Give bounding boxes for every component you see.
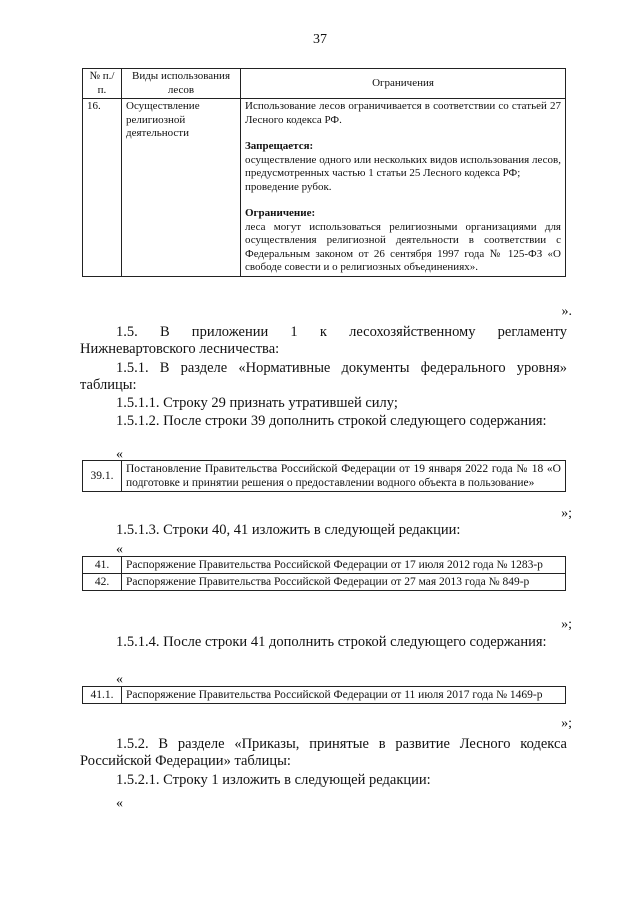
table-row [83, 99, 566, 277]
row-num: 42. [83, 574, 122, 591]
table-row-39-1 [82, 460, 566, 492]
table-row [83, 461, 566, 492]
prohibited-item: осуществление одного или нескольких видов использования лесов, предусмотренных частью 1 статьи 25 Лесного кодекса РФ; [245, 153, 561, 179]
row-text: Распоряжение Правительства Российской Федерации от 11 июля 2017 года № 1469-р [122, 687, 566, 704]
row-num: 16. [83, 99, 122, 277]
table-rows-40-41 [82, 556, 566, 591]
page-number: 37 [313, 32, 327, 47]
table-row-41-1 [82, 686, 566, 704]
paragraph-1-5-1-3: 1.5.1.3. Строки 40, 41 изложить в следующей редакции: [116, 522, 461, 538]
restriction-label: Ограничение: [245, 207, 316, 219]
header-restrictions: Ограничения [241, 69, 566, 99]
open-quote: « [116, 542, 123, 557]
close-semicolon: »; [561, 617, 572, 632]
paragraph-1-5-2: 1.5.2. В разделе «Приказы, принятые в развитие Лесного кодекса Российской Федерации» таблицы: [80, 736, 567, 769]
table-header-row [83, 69, 566, 99]
open-quote: « [116, 672, 123, 687]
paragraph-1-5-1-2: 1.5.1.2. После строки 39 дополнить строкой следующего содержания: [116, 413, 547, 429]
close-mark: ». [561, 304, 572, 319]
paragraph-1-5-1-1: 1.5.1.1. Строку 29 признать утратившей силу; [116, 395, 398, 411]
row-text: Постановление Правительства Российской Федерации от 19 января 2022 года № 18 «О подготовке и принятии решения о предоставлении водного объекта в пользование» [122, 461, 566, 492]
row-use-type: Осуществление религиозной деятельности [122, 99, 241, 277]
table-row [83, 687, 566, 704]
table-row [83, 574, 566, 591]
open-quote: « [116, 796, 123, 811]
paragraph-1-5-1: 1.5.1. В разделе «Нормативные документы федерального уровня» таблицы: [80, 360, 567, 393]
restriction-text: леса могут использоваться религиозными организациями для осуществления религиозной деятельности в соответствии с Федеральным законом от 26 сентября 1997 года № 125-ФЗ «О свободе совести и о религиозных объединениях». [245, 220, 561, 273]
row-num: 41.1. [83, 687, 122, 704]
row-text: Распоряжение Правительства Российской Федерации от 17 июля 2012 года № 1283-р [122, 557, 566, 574]
paragraph-1-5-2-1: 1.5.2.1. Строку 1 изложить в следующей редакции: [116, 772, 431, 788]
forest-use-restrictions-table [82, 68, 566, 277]
row-text: Распоряжение Правительства Российской Федерации от 27 мая 2013 года № 849-р [122, 574, 566, 591]
table-row [83, 557, 566, 574]
open-quote: « [116, 447, 123, 462]
paragraph-1-5: 1.5. В приложении 1 к лесохозяйственному регламенту Нижневартовского лесничества: [80, 324, 567, 357]
header-num: № п./п. [83, 69, 122, 99]
row-restrictions [241, 99, 566, 277]
prohibited-label: Запрещается: [245, 140, 314, 152]
paragraph-1-5-1-4: 1.5.1.4. После строки 41 дополнить строкой следующего содержания: [116, 634, 547, 650]
row-num: 41. [83, 557, 122, 574]
restriction-intro: Использование лесов ограничивается в соответствии со статьей 27 Лесного кодекса РФ. [245, 100, 561, 126]
row-num: 39.1. [83, 461, 122, 492]
close-semicolon: »; [561, 716, 572, 731]
prohibited-item: проведение рубок. [245, 180, 332, 193]
close-semicolon: »; [561, 506, 572, 521]
header-use-type: Виды использования лесов [122, 69, 241, 99]
